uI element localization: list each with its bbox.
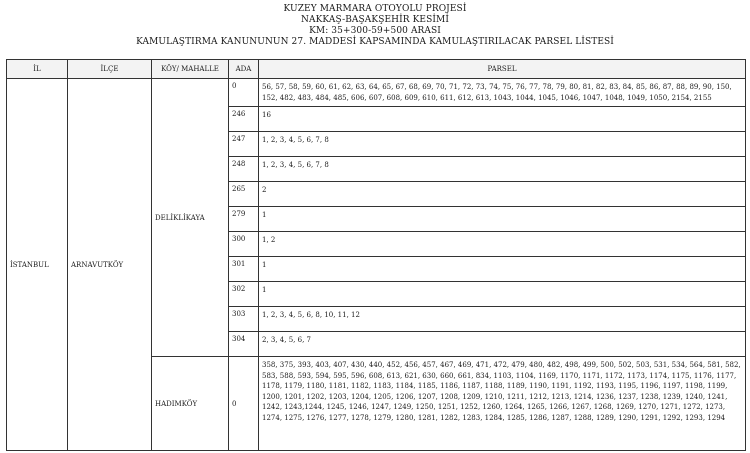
- col-mahalle: KÖY/ MAHALLE: [152, 60, 229, 79]
- col-parsel: PARSEL: [259, 60, 746, 79]
- ada-cell: 247: [229, 132, 259, 157]
- parsel-cell: 358, 375, 393, 403, 407, 430, 440, 452, 456, 457, 467, 469, 471, 472, 479, 480, 482, 498, 499, 500, 502, 503, 531, 534, 564, 581, 582, 583, 588, 593, 594, 595, 596, 608, 613, 621, 630, 660, 661, 834, 1103, 1104, 1169, 1170, 1171, 1172, 1173, 1174, 1175, 1176, 1177, 1178, 1179, 1180, 1181, 1182, 1183, 1184, 1185, 1186, 1187, 1188, 1189, 1190, 1191, 1192, 1193, 1195, 1196, 1197, 1198, 1199, 1200, 1201, 1202, 1203, 1204, 1205, 1206, 1207, 1208, 1209, 1210, 1211, 1212, 1213, 1214, 1236, 1237, 1238, 1239, 1240, 1241, 1242, 1243,1244, 1245, 1246, 1247, 1249, 1250, 1251, 1252, 1260, 1264, 1265, 1266, 1267, 1268, 1269, 1270, 1271, 1272, 1273, 1274, 1275, 1276, 1277, 1278, 1279, 1280, 1281, 1282, 1283, 1284, 1285, 1286, 1287, 1288, 1289, 1290, 1291, 1292, 1293, 1294: [259, 357, 746, 451]
- parsel-cell: 1, 2: [259, 232, 746, 257]
- parsel-cell: 1, 2, 3, 4, 5, 6, 7, 8: [259, 157, 746, 182]
- parsel-cell: 1, 2, 3, 4, 5, 6, 7, 8: [259, 132, 746, 157]
- ada-cell: 302: [229, 282, 259, 307]
- col-ada: ADA: [229, 60, 259, 79]
- project-title: KUZEY MARMARA OTOYOLU PROJESİ: [283, 4, 467, 14]
- ada-cell: 304: [229, 332, 259, 357]
- parsel-cell: 56, 57, 58, 59, 60, 61, 62, 63, 64, 65, 67, 68, 69, 70, 71, 72, 73, 74, 75, 76, 77, 78, 79, 80, 81, 82, 83, 84, 85, 86, 87, 88, 89, 90, 150, 152, 482, 483, 484, 485, 606, 607, 608, 609, 610, 611, 612, 613, 1043, 1044, 1045, 1046, 1047, 1048, 1049, 1050, 2154, 2155: [259, 79, 746, 107]
- document-header: [0, 4, 750, 48]
- parsel-cell: 1, 2, 3, 4, 5, 6, 8, 10, 11, 12: [259, 307, 746, 332]
- parsel-cell: 1: [259, 257, 746, 282]
- col-il: İL: [7, 60, 68, 79]
- parsel-cell: 2: [259, 182, 746, 207]
- ada-cell: 246: [229, 107, 259, 132]
- mahalle-cell: HADIMKÖY: [152, 357, 229, 451]
- table-header-row: [7, 60, 746, 79]
- parsel-cell: 1: [259, 282, 746, 307]
- ada-cell: 301: [229, 257, 259, 282]
- ada-cell: 0: [229, 79, 259, 107]
- il-cell: İSTANBUL: [7, 79, 68, 451]
- ada-cell: 265: [229, 182, 259, 207]
- parsel-cell: 2, 3, 4, 5, 6, 7: [259, 332, 746, 357]
- ada-cell: 303: [229, 307, 259, 332]
- section-title: NAKKAŞ-BAŞAKŞEHİR KESİMİ: [301, 15, 449, 25]
- ada-cell: 0: [229, 357, 259, 451]
- parsel-cell: 16: [259, 107, 746, 132]
- ilce-cell: ARNAVUTKÖY: [68, 79, 152, 451]
- table-row: [7, 79, 746, 107]
- parsel-cell: 1: [259, 207, 746, 232]
- mahalle-cell: DELİKLİKAYA: [152, 79, 229, 357]
- parcel-table: [6, 59, 746, 451]
- ada-cell: 300: [229, 232, 259, 257]
- col-ilce: İLÇE: [68, 60, 152, 79]
- list-title: KAMULAŞTIRMA KANUNUNUN 27. MADDESİ KAPSAMINDA KAMULAŞTIRILACAK PARSEL LİSTESİ: [136, 37, 614, 47]
- ada-cell: 279: [229, 207, 259, 232]
- ada-cell: 248: [229, 157, 259, 182]
- km-range: KM: 35+300-59+500 ARASI: [309, 26, 441, 36]
